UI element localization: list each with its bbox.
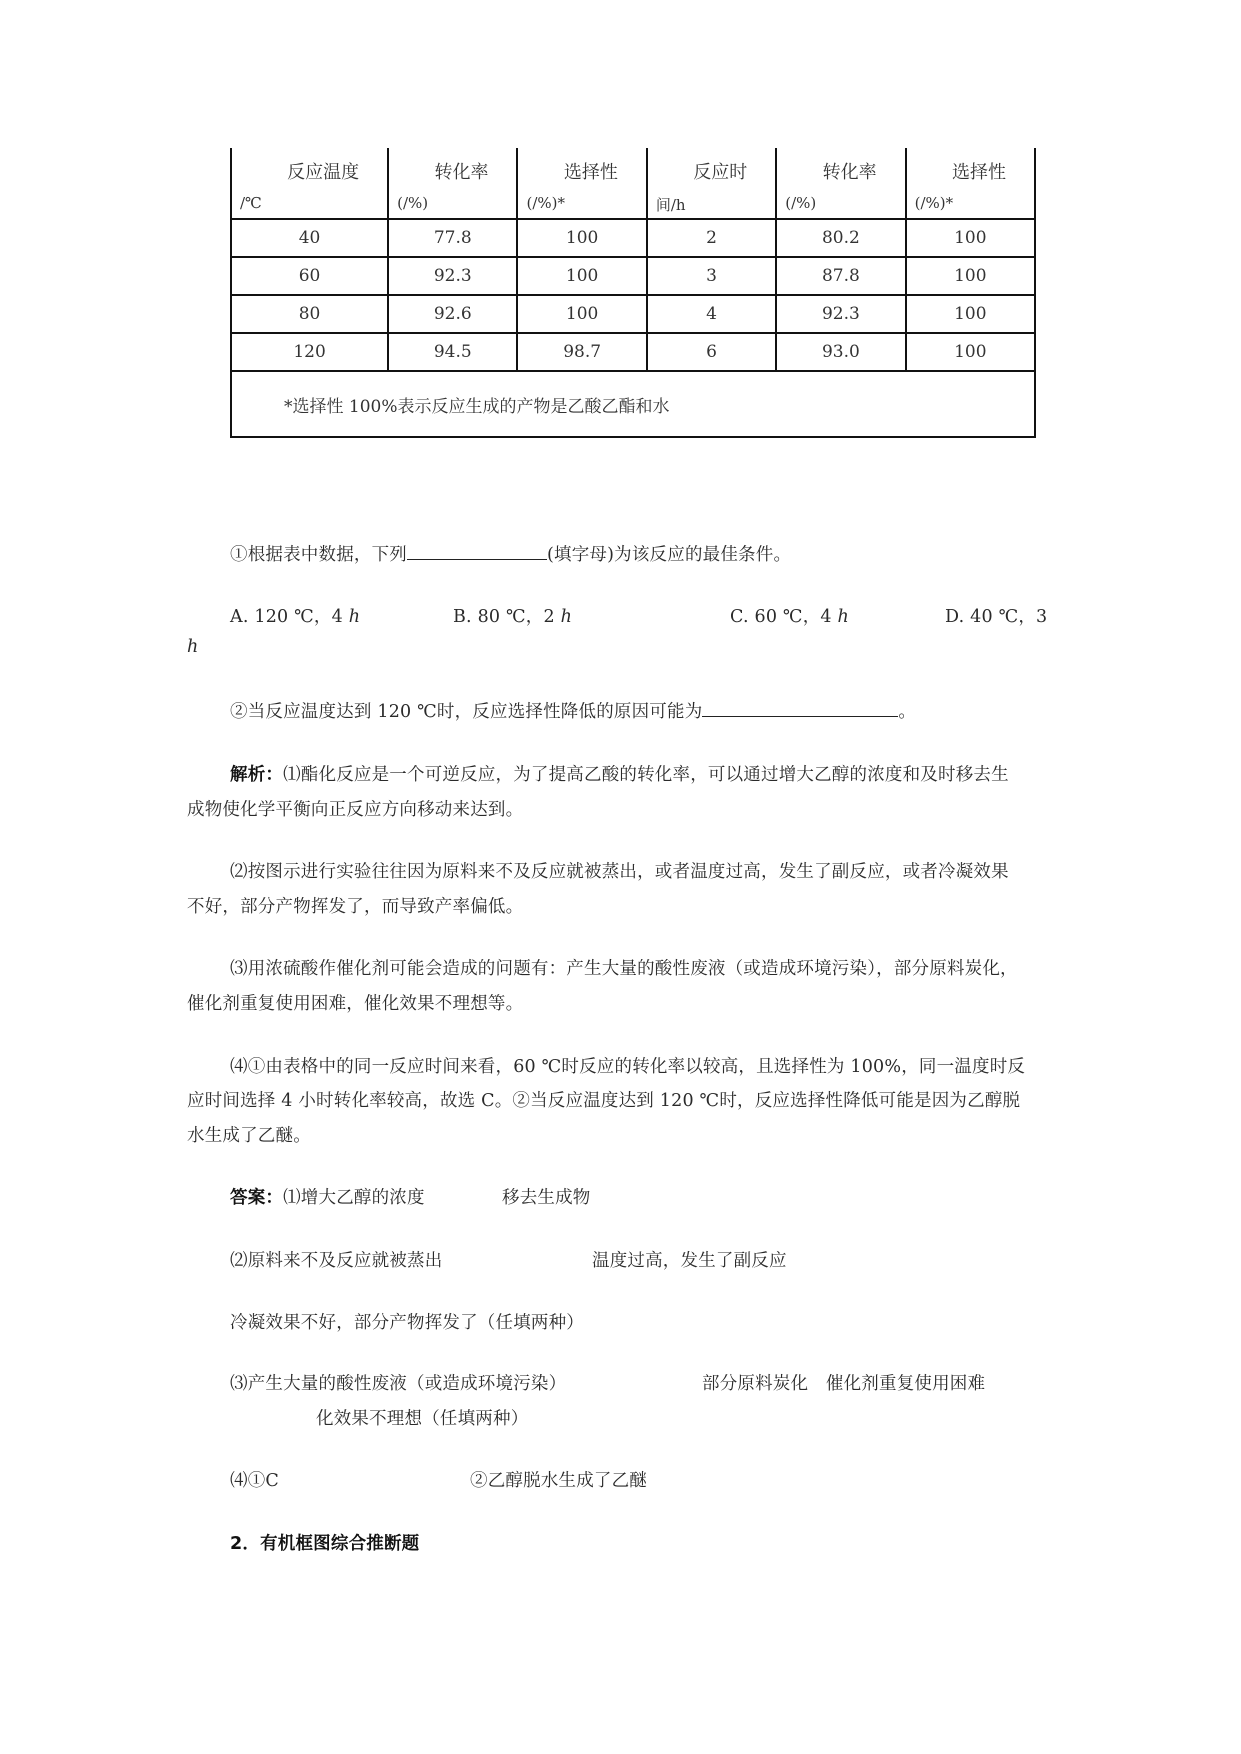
table-cell: 93.0: [776, 333, 905, 371]
header-cell: [388, 148, 517, 219]
table-cell: 120: [231, 333, 388, 371]
header-line2: (/%): [397, 194, 429, 212]
header-line2: (/%): [785, 194, 817, 212]
table-cell: 3: [647, 257, 776, 295]
answer-label: 答案：: [230, 1188, 284, 1208]
analysis-label: 解析：: [230, 765, 284, 785]
table-cell: 92.3: [776, 295, 905, 333]
table-cell: 100: [517, 257, 646, 295]
table-cell: 80.2: [776, 219, 905, 257]
option-a-unit: h: [348, 607, 361, 627]
header-line1: 转化率: [434, 162, 489, 183]
question-1-prefix: ①根据表中数据，下列: [230, 545, 407, 565]
table-cell: 87.8: [776, 257, 905, 295]
question-2: [230, 698, 916, 723]
header-line2: (/%)*: [914, 194, 954, 212]
answer-1-part1: ⑴增大乙醇的浓度: [283, 1188, 425, 1208]
table-row: [231, 219, 1035, 257]
table-cell: 60: [231, 257, 388, 295]
answer-3-part1: ⑶产生大量的酸性废液（或造成环境污染）: [230, 1374, 567, 1394]
table-cell: 100: [906, 333, 1035, 371]
table-cell: 100: [906, 257, 1035, 295]
answer-2-part2: 温度过高，发生了副反应: [592, 1251, 787, 1271]
section-heading: 2．有机框图综合推断题: [230, 1534, 420, 1554]
header-cell: [776, 148, 905, 219]
header-line2: (/%)*: [526, 194, 565, 212]
table-row: [231, 333, 1035, 371]
answer-3-part3: 化效果不理想（任填两种）: [316, 1409, 529, 1429]
analysis-p4-line3: 水生成了乙醚。: [187, 1126, 311, 1146]
analysis-p2-line2: 不好，部分产物挥发了，而导致产率偏低。: [187, 897, 524, 917]
header-line2: 间/h: [655, 196, 686, 214]
table-footnote: *选择性 100%表示反应生成的产物是乙酸乙酯和水: [231, 371, 1035, 437]
header-line1: 选择性: [952, 162, 1006, 183]
header-cell: [517, 148, 646, 219]
option-d: [945, 603, 1047, 628]
analysis-p4-line1: ⑷①由表格中的同一反应时间来看，60 ℃时反应的转化率以较高，且选择性为 100%，同一温度时反: [230, 1057, 1026, 1077]
question-2-prefix: ②当反应温度达到 120 ℃时，反应选择性降低的原因可能为: [230, 702, 703, 722]
answer-blank-2[interactable]: [702, 698, 898, 717]
header-line1: 反应时: [693, 162, 748, 183]
analysis-p2-line1: ⑵按图示进行实验往往因为原料来不及反应就被蒸出，或者温度过高，发生了副反应，或者冷凝效果: [230, 862, 1009, 882]
table-cell: 4: [647, 295, 776, 333]
option-c-label: C. 60 ℃，4: [730, 607, 838, 627]
table-cell: 92.6: [388, 295, 517, 333]
table-cell: 6: [647, 333, 776, 371]
answer-4-part1: ⑷①C: [230, 1471, 279, 1491]
option-d-unit: h: [187, 637, 199, 657]
table-header-row: [231, 148, 1035, 219]
option-b: [453, 603, 572, 628]
option-a-label: A. 120 ℃，4: [230, 607, 349, 627]
question-1: [230, 541, 791, 566]
answer-2-part3: 冷凝效果不好，部分产物挥发了（任填两种）: [230, 1313, 584, 1333]
table-cell: 98.7: [517, 333, 646, 371]
answer-4-part2: ②乙醇脱水生成了乙醚: [470, 1471, 647, 1491]
analysis-p1-line1: [230, 761, 1009, 786]
table-cell: 2: [647, 219, 776, 257]
answer-2-part1: ⑵原料来不及反应就被蒸出: [230, 1251, 443, 1271]
answer-3-part2: 部分原料炭化 催化剂重复使用困难: [702, 1374, 986, 1394]
question-2-suffix: 。: [898, 702, 917, 722]
option-c-unit: h: [837, 607, 849, 627]
table-cell: 100: [517, 219, 646, 257]
table-cell: 94.5: [388, 333, 517, 371]
table-cell: 100: [517, 295, 646, 333]
analysis-p4-line2: 应时间选择 4 小时转化率较高，故选 C。②当反应温度达到 120 ℃时，反应选择性降低可能是因为乙醇脱: [187, 1091, 1021, 1111]
analysis-p3-line2: 催化剂重复使用困难，催化效果不理想等。: [187, 994, 524, 1014]
table-cell: 100: [906, 295, 1035, 333]
analysis-p3-line1: ⑶用浓硫酸作催化剂可能会造成的问题有：产生大量的酸性废液（或造成环境污染），部分原料炭化，: [230, 959, 1018, 979]
table-row: [231, 295, 1035, 333]
header-line2: /℃: [240, 194, 262, 212]
option-d-label: D. 40 ℃，3: [945, 607, 1048, 627]
option-a: [230, 603, 360, 628]
option-b-label: B. 80 ℃，2: [453, 607, 561, 627]
answer-1: [230, 1184, 425, 1209]
header-line1: 选择性: [563, 162, 618, 183]
table-cell: 100: [906, 219, 1035, 257]
header-cell: [647, 148, 776, 219]
table-row: [231, 257, 1035, 295]
data-table: [230, 148, 1036, 438]
table-cell: 80: [231, 295, 388, 333]
analysis-p1-line2: 成物使化学平衡向正反应方向移动来达到。: [187, 800, 524, 820]
header-line1: 反应温度: [287, 162, 360, 183]
answer-1-part2: 移去生成物: [502, 1188, 591, 1208]
header-line1: 转化率: [822, 162, 877, 183]
analysis-p1-text: ⑴酯化反应是一个可逆反应，为了提高乙酸的转化率，可以通过增大乙醇的浓度和及时移去生: [283, 765, 1009, 785]
answer-blank-1[interactable]: [407, 541, 547, 560]
option-c: [730, 603, 849, 628]
header-cell: [231, 148, 388, 219]
header-cell: [906, 148, 1035, 219]
table-footnote-row: [231, 371, 1035, 437]
table-cell: 40: [231, 219, 388, 257]
table-cell: 77.8: [388, 219, 517, 257]
question-1-suffix: (填字母)为该反应的最佳条件。: [547, 545, 792, 565]
option-b-unit: h: [560, 607, 573, 627]
table-cell: 92.3: [388, 257, 517, 295]
